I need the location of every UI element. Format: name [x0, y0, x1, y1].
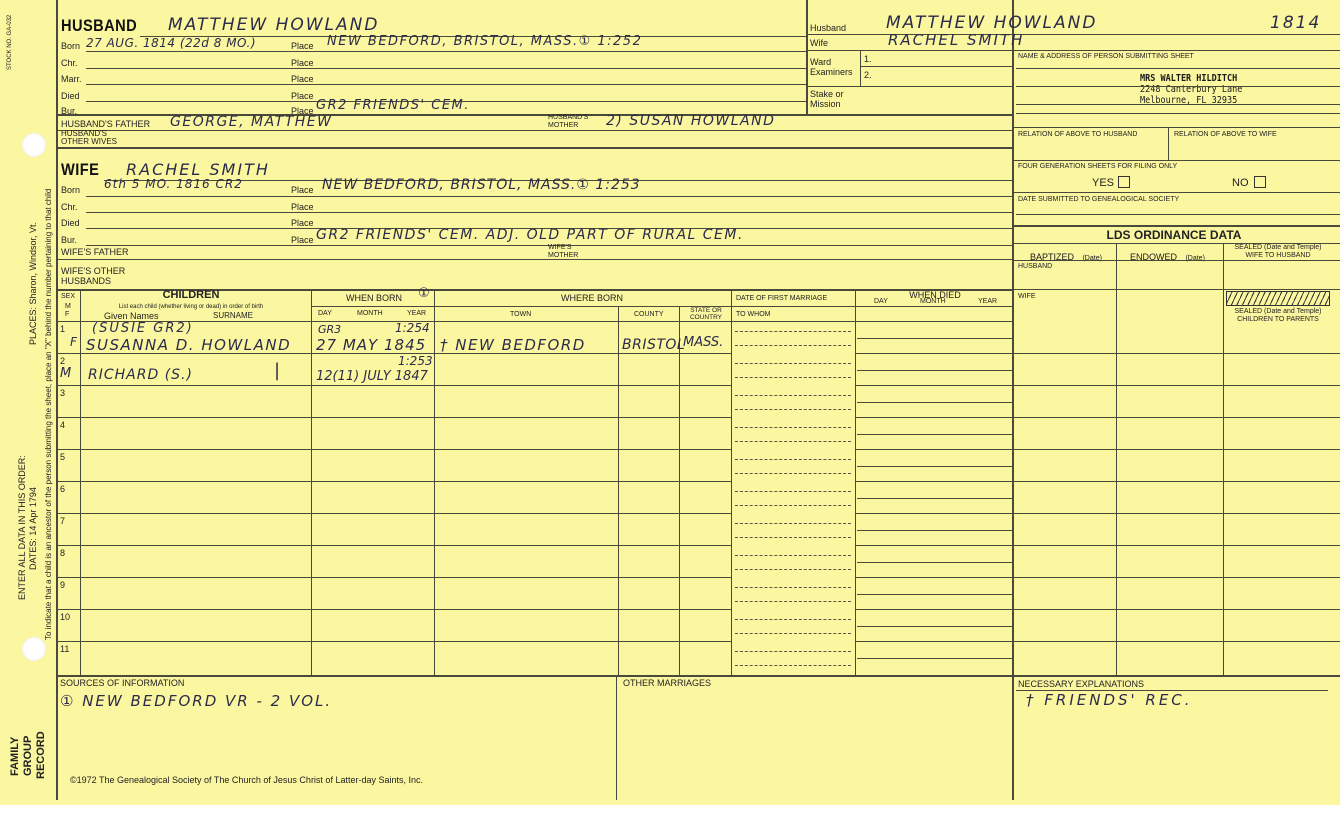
four-gen-yes-label: YES [1092, 177, 1115, 189]
relation-divider [1168, 127, 1169, 160]
child-marriage-line [735, 523, 851, 524]
child-row-number: 8 [60, 548, 66, 558]
submitter-line-1 [1016, 68, 1340, 69]
wife-died-label: Died [61, 218, 80, 228]
husband-chr-line [86, 68, 806, 69]
footer-top-rule [56, 675, 1340, 677]
child-row-rule-right [855, 449, 1340, 450]
wife-parents-line [56, 259, 1012, 260]
died-sub-rule [855, 306, 1012, 307]
summary-year: 1814 [1270, 13, 1322, 33]
husband-born-label: Born [61, 41, 81, 51]
summary-wife-label: Wife [810, 38, 828, 48]
wife-name: RACHEL SMITH [126, 160, 270, 179]
lds-title: LDS ORDINANCE DATA [1106, 228, 1242, 242]
husband-died-place-label: Place [291, 91, 314, 101]
wife-bur-label: Bur. [61, 235, 78, 245]
ward-examiners-label: Ward Examiners [810, 57, 853, 77]
four-gen-no-label: NO [1232, 177, 1249, 189]
order-instruction-1: ENTER ALL DATA IN THIS ORDER: [17, 455, 27, 600]
child-marriage-line [735, 441, 851, 442]
child-row-rule [56, 609, 731, 610]
right-panel-divider [1012, 0, 1014, 800]
husband-bur-place: GR2 FRIENDS' CEM. [316, 98, 470, 113]
wife-born-line [86, 196, 1012, 197]
where-born-col-divider [731, 289, 732, 675]
child-1-state: MASS. [683, 335, 724, 350]
lds-col-divider-2 [1223, 243, 1224, 675]
stake-mission-label: Stake or Mission [810, 89, 844, 109]
submitter-address-2: Melbourne, FL 32935 [1140, 95, 1238, 106]
child-1-born-ref: 1:254 [395, 321, 430, 335]
when-born-col-divider [434, 289, 435, 675]
state-header: STATE OR COUNTRY [689, 307, 723, 321]
lds-col-divider-1 [1116, 243, 1117, 675]
lds-endowed-header [1130, 247, 1205, 265]
born-day-header: DAY [318, 310, 332, 317]
husband-father: GEORGE, MATTHEW [170, 114, 333, 130]
child-2-name: RICHARD (S.) [88, 367, 193, 383]
child-row-number: 7 [60, 516, 66, 526]
child-row-number: 6 [60, 484, 66, 494]
wife-born-place: NEW BEDFORD, BRISTOL, MASS.① 1:253 [322, 177, 641, 193]
child-2-sex: M [60, 366, 74, 381]
four-gen-bottom-rule [1012, 192, 1340, 193]
submitter-line-3 [1016, 104, 1340, 105]
sources-value: ① NEW BEDFORD VR - 2 VOL. [60, 692, 333, 710]
four-gen-yes-checkbox[interactable] [1118, 176, 1130, 188]
child-marriage-line [735, 633, 851, 634]
husband-died-label: Died [61, 91, 80, 101]
when-died-header: WHEN DIED [909, 290, 961, 300]
submitter-name: MRS WALTER HILDITCH [1140, 73, 1238, 84]
child-marriage-line [735, 555, 851, 556]
child-marriage-line [735, 505, 851, 506]
child-marriage-line [735, 377, 851, 378]
summary-husband-line [806, 34, 1340, 35]
died-year-header: YEAR [978, 298, 998, 305]
submitter-line-2 [1016, 86, 1340, 87]
child-marriage-line [735, 345, 851, 346]
town-header: TOWN [510, 311, 532, 318]
child-marriage-line [735, 569, 851, 570]
child-marriage-line [735, 395, 851, 396]
first-marriage-header: DATE OF FIRST MARRIAGE [736, 295, 828, 302]
lds-husband-rule [1012, 289, 1340, 290]
child-row-rule-right [855, 353, 1340, 354]
wife-died-place-label: Place [291, 218, 314, 228]
sources-label: SOURCES OF INFORMATION [60, 678, 185, 688]
child-row-rule [56, 545, 731, 546]
sex-mf-header: M F [65, 303, 71, 318]
children-header-rule [56, 321, 1012, 322]
relation-husband-label: RELATION OF ABOVE TO HUSBAND [1018, 131, 1138, 138]
lds-header-rule [1012, 260, 1340, 261]
child-marriage-line [735, 665, 851, 666]
child-died-line [857, 530, 1012, 531]
child-2-born-ref: 1:253 [398, 354, 433, 368]
child-row-number: 1 [60, 324, 66, 334]
child-1-born-note: GR3 [318, 323, 342, 336]
examiner-1-line [860, 66, 1012, 67]
child-row-rule [56, 481, 731, 482]
submitter-label: NAME & ADDRESS OF PERSON SUBMITTING SHEET [1018, 53, 1194, 60]
explanations-value: † FRIENDS' REC. [1026, 691, 1193, 709]
order-instruction-2: DATES: 14 Apr 1794 [28, 487, 38, 570]
to-whom-header: TO WHOM [736, 311, 771, 318]
husband-chr-place-label: Place [291, 58, 314, 68]
husband-name: MATTHEW HOWLAND [168, 15, 380, 35]
child-row-number: 11 [60, 644, 70, 654]
child-marriage-line [735, 601, 851, 602]
center-divider [806, 0, 808, 114]
husband-mother: 2) SUSAN HOWLAND [606, 113, 776, 129]
child-row-rule [56, 449, 731, 450]
explanations-label: NECESSARY EXPLANATIONS [1018, 679, 1145, 689]
child-row-rule [56, 385, 731, 386]
submitter-line-4 [1016, 113, 1340, 114]
sex-col-divider [80, 289, 81, 675]
child-died-line [857, 626, 1012, 627]
form-title-record: RECORD [35, 731, 47, 779]
husband-marr-line [86, 84, 806, 85]
summary-husband-label: Husband [810, 23, 847, 33]
lds-baptized-label: BAPTIZED [1030, 252, 1075, 262]
copyright-text: ©1972 The Genealogical Society of The Church of Jesus Christ of Latter-day Saints, Inc. [70, 775, 423, 785]
child-row-rule [56, 577, 731, 578]
child-died-line [857, 466, 1012, 467]
child-died-line [857, 562, 1012, 563]
punch-hole-bottom [22, 637, 46, 661]
child-row-number: 5 [60, 452, 66, 462]
child-row-rule-right [855, 385, 1340, 386]
child-1-county: BRISTOL [622, 337, 686, 353]
husband-marr-place-label: Place [291, 74, 314, 84]
ancestor-instruction: To indicate that a child is an ancestor of the person submitting the sheet, place an "X" behind the number pertaining to that child [44, 188, 53, 640]
child-marriage-line [735, 473, 851, 474]
child-marriage-line [735, 491, 851, 492]
county-col-divider [679, 306, 680, 675]
husband-bur-place-label: Place [291, 106, 314, 116]
when-born-mark: ① [418, 286, 432, 301]
wife-bur-place-label: Place [291, 235, 314, 245]
wife-bur-place: GR2 FRIENDS' CEM. ADJ. OLD PART OF RURAL CEM. [316, 227, 744, 243]
summary-husband-name: MATTHEW HOWLAND [886, 13, 1098, 33]
child-marriage-line [735, 409, 851, 410]
husband-born-date: 27 AUG. 1814 (22d 8 MO.) [86, 36, 256, 50]
summary-wife-name: RACHEL SMITH [888, 31, 1025, 49]
relation-wife-label: RELATION OF ABOVE TO WIFE [1174, 131, 1277, 138]
wife-father-label: WIFE'S FATHER [61, 247, 129, 257]
wife-section-rule [56, 147, 1012, 149]
examiner-2-line [806, 86, 1012, 87]
child-died-line [857, 338, 1012, 339]
lds-wife-label: WIFE [1018, 293, 1036, 300]
given-names-header: Given Names [104, 311, 159, 321]
date-submitted-line [1016, 214, 1340, 215]
child-died-line [857, 434, 1012, 435]
born-year-header: YEAR [407, 310, 427, 317]
places-instruction: PLACES: Sharon, Windsor, Vt. [28, 221, 38, 345]
child-row-number: 10 [60, 612, 71, 622]
child-2-name-mark: | [274, 360, 283, 381]
left-border [56, 0, 58, 800]
relation-bottom-rule [1012, 160, 1340, 161]
child-1-sex: F [70, 335, 79, 349]
lds-sealed-children-header: SEALED (Date and Temple) [1234, 308, 1322, 315]
child-row-rule [56, 513, 731, 514]
when-born-sub-rule [311, 306, 434, 307]
child-row-number: 4 [60, 420, 66, 430]
husband-bur-label: Bur. [61, 106, 78, 116]
form-title-family: FAMILY [9, 736, 21, 776]
lds-endowed-label: ENDOWED [1130, 252, 1177, 262]
child-row-rule-right [855, 417, 1340, 418]
child-2-born: 12(11) JULY 1847 [316, 369, 428, 384]
husband-born-place: NEW BEDFORD, BRISTOL, MASS.① 1:252 [327, 34, 643, 49]
child-row-rule-right [855, 609, 1340, 610]
lds-sealed-wife-header: SEALED (Date and Temple) [1234, 244, 1322, 251]
died-col-divider [855, 289, 856, 675]
husband-born-place-label: Place [291, 41, 314, 51]
where-born-header: WHERE BORN [560, 293, 624, 303]
child-marriage-line [735, 427, 851, 428]
child-1-town: † NEW BEDFORD [440, 336, 586, 354]
four-gen-no-checkbox[interactable] [1254, 176, 1266, 188]
child-1-born: 27 MAY 1845 [316, 336, 427, 354]
wife-heading: WIFE [61, 160, 100, 179]
wife-born-place-label: Place [291, 185, 314, 195]
sex-header: SEX [61, 293, 76, 300]
died-month-header: MONTH [920, 298, 946, 305]
child-row-number: 9 [60, 580, 66, 590]
child-row-rule [56, 641, 731, 642]
husband-mother-label: HUSBAND'S MOTHER [548, 114, 589, 129]
wife-born-date: 6th 5 MO. 1816 CR2 [104, 177, 243, 191]
child-row-rule [56, 417, 731, 418]
wife-mother-label: WIFE'S MOTHER [548, 244, 579, 259]
husband-parents-line [56, 130, 1012, 131]
child-marriage-line [735, 331, 851, 332]
born-month-header: MONTH [357, 310, 383, 317]
stock-number: STOCK NO. GA-032 [7, 14, 13, 70]
county-header: COUNTY [634, 311, 664, 318]
ward-divider [860, 50, 861, 86]
child-marriage-line [735, 587, 851, 588]
child-died-line [857, 498, 1012, 499]
lds-top-rule [1012, 225, 1340, 227]
child-row-number: 3 [60, 388, 66, 398]
child-1-name: SUSANNA D. HOWLAND [86, 336, 292, 354]
child-row-rule-right [855, 577, 1340, 578]
child-row-number: 2 [60, 356, 66, 366]
submitter-address-1: 2248 Canterbury Lane [1140, 84, 1243, 95]
child-row-rule-right [855, 545, 1340, 546]
children-col-divider [311, 289, 312, 675]
child-row-rule-right [855, 641, 1340, 642]
when-born-header: WHEN BORN [346, 293, 402, 303]
husband-chr-label: Chr. [61, 58, 78, 68]
lds-husband-label: HUSBAND [1018, 263, 1053, 270]
summary-wife-line [806, 50, 1340, 51]
marriage-sub-rule [731, 306, 856, 307]
other-marriages-label: OTHER MARRIAGES [623, 678, 712, 688]
husband-born-line [86, 51, 806, 52]
surname-header: SURNAME [213, 311, 254, 320]
child-died-line [857, 402, 1012, 403]
town-col-divider [618, 306, 619, 675]
child-marriage-line [735, 537, 851, 538]
form-title-group: GROUP [22, 735, 34, 776]
child-marriage-line [735, 619, 851, 620]
lds-sealed-wife-header-2: WIFE TO HUSBAND [1245, 252, 1311, 259]
examiner-2: 2. [864, 70, 872, 80]
child-row-rule-right [855, 481, 1340, 482]
husband-marr-label: Marr. [61, 74, 82, 84]
relation-top-rule [1012, 127, 1340, 128]
wife-chr-line [86, 212, 1012, 213]
husband-other-wives-label: HUSBAND'S OTHER WIVES [61, 129, 118, 146]
wife-chr-place-label: Place [291, 202, 314, 212]
wife-other-husbands-label: WIFE'S OTHER HUSBANDS [61, 266, 126, 286]
punch-hole-top [22, 133, 46, 157]
child-1-name-note: (SUSIE GR2) [92, 321, 194, 336]
husband-heading: HUSBAND [61, 16, 138, 35]
child-died-line [857, 594, 1012, 595]
lds-sealed-children-header-2: CHILDREN TO PARENTS [1237, 316, 1319, 323]
examiner-1: 1. [864, 54, 872, 64]
child-marriage-line [735, 363, 851, 364]
date-submitted-label: DATE SUBMITTED TO GENEALOGICAL SOCIETY [1018, 196, 1180, 203]
lds-baptized-date-note: (Date) [1082, 255, 1102, 262]
wife-born-label: Born [61, 185, 81, 195]
child-died-line [857, 658, 1012, 659]
child-row-rule-right [855, 513, 1340, 514]
wife-chr-label: Chr. [61, 202, 78, 212]
children-header: CHILDREN [162, 289, 220, 301]
footer-divider [616, 675, 617, 800]
died-day-header: DAY [874, 298, 888, 305]
children-subtitle: List each child (whether living or dead) in order of birth [118, 304, 264, 310]
child-marriage-line [735, 651, 851, 652]
sealed-hatched-area [1226, 291, 1330, 306]
lds-endowed-date-note: (Date) [1185, 255, 1205, 262]
husband-father-label: HUSBAND'S FATHER [61, 119, 151, 129]
child-died-line [857, 370, 1012, 371]
four-gen-label: FOUR GENERATION SHEETS FOR FILING ONLY [1018, 163, 1178, 170]
child-marriage-line [735, 459, 851, 460]
